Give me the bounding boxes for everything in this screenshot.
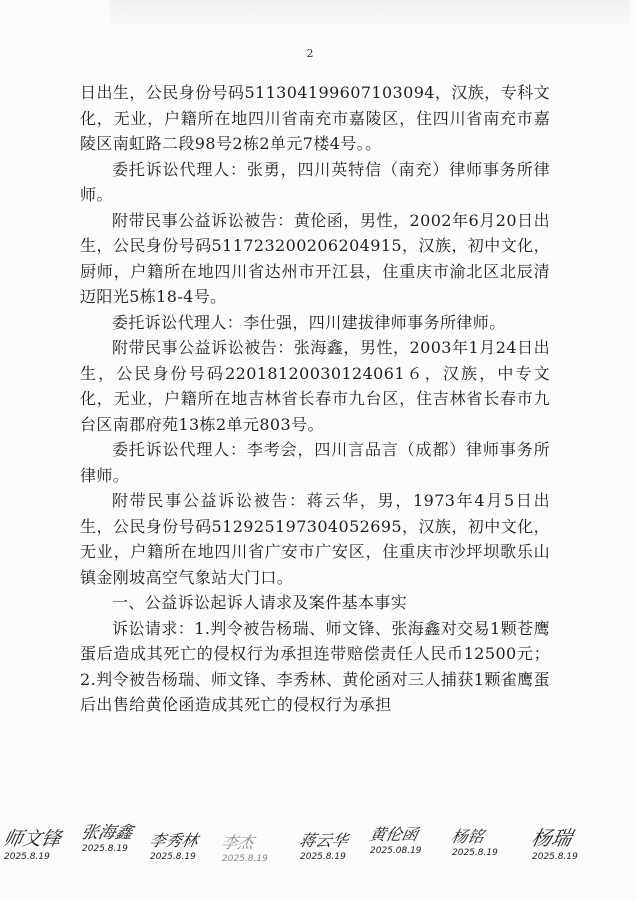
paragraph-agent-li: 委托诉讼代理人：李仕强，四川建拔律师事务所律师。 [112,312,506,332]
signature-row [0,818,636,888]
paragraph-agent-zhang: 委托诉讼代理人：张勇，四川英特信（南充）律师事务所律师。 [80,159,550,204]
paragraph-defendant-jiang: 附带民事公益诉讼被告：蒋云华，男，1973年4月5日出生，公民身份号码512925197304052695，汉族，初中文化，无业，户籍所在地四川省广安市广安区，住重庆市沙坪坝歌乐山镇金刚坡高空气象站大门口。 [80,491,550,587]
paragraph-agent-likaohui: 委托诉讼代理人：李考会，四川言品言（成都）律师事务所律师。 [80,440,550,485]
scan-shadow [110,0,630,30]
signature: 黄伦函 2025.08.19 [367,825,422,856]
signature: 张海鑫 2025.8.19 [79,823,135,854]
signature: 蒋云华 2025.8.19 [297,831,350,862]
signature: 杨铭 2025.8.19 [449,827,498,858]
page-number: 2 [306,47,314,60]
signature: 杨瑞 2025.8.19 [529,826,578,862]
section-heading: 一、公益诉讼起诉人请求及案件基本事实 [112,593,408,612]
paragraph-claims: 诉讼请求：1.判令被告杨瑞、师文锋、张海鑫对交易1颗苍鹰蛋后造成其死亡的侵权行为承担连带赔偿责任人民币12500元；2.判令被告杨瑞、师文锋、李秀林、黄伦函对三人捕获1颗雀鹰蛋后出售给黄伦函造成其死亡的侵权行为承担 [80,618,550,714]
paragraph-defendant-huang: 附带民事公益诉讼被告：黄伦函，男性，2002年6月20日出生，公民身份号码511723200206204915，汉族，初中文化，厨师，户籍所在地四川省达州市开江县，住重庆市渝北区北辰清迈阳光5栋18-4号。 [80,210,550,306]
signature: 李杰 2025.8.19 [219,833,268,864]
paragraph-defendant-zhang: 附带民事公益诉讼被告：张海鑫，男性，2003年1月24日出生，公民身份号码22018120030124061６，汉族，中专文化，无业，户籍所在地吉林省长春市九台区，住吉林省长春市九台区南郡府苑13栋2单元803号。 [80,338,550,434]
document-body [80,80,550,718]
paragraph-defendant-continuation: 日出生，公民身份号码511304199607103094，汉族，专科文化，无业，户籍所在地四川省南充市嘉陵区，住四川省南充市嘉陵区南虹路二段98号2栋2单元7楼4号。。 [80,83,550,153]
signature: 李秀林 2025.8.19 [147,831,200,862]
signature: 师文锋 2025.8.19 [1,828,64,862]
